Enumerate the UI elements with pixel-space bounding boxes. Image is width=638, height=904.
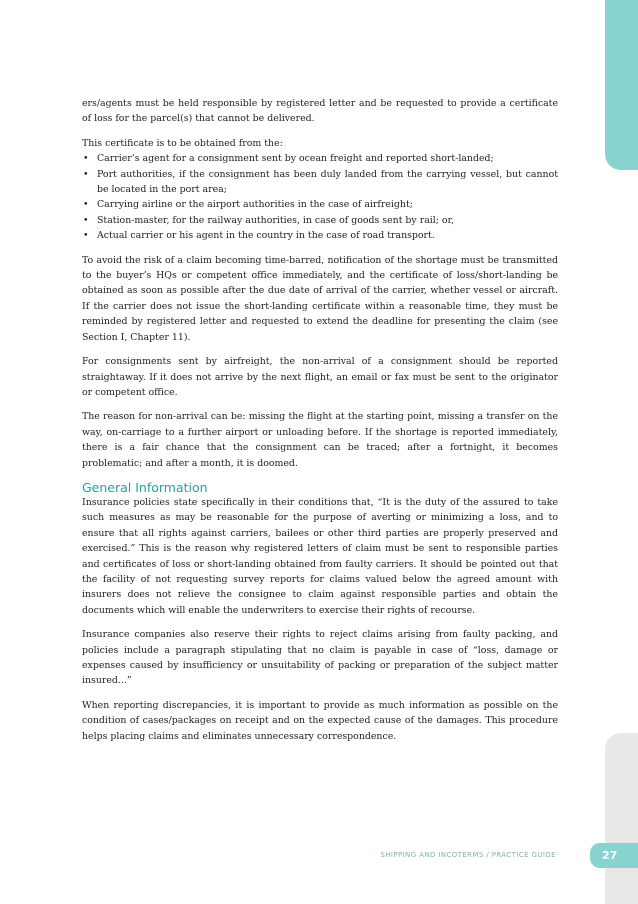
paragraph-insurance-companies: Insurance companies also reserve their rights to reject claims arising from faulty packing, and policies include a paragraph stipulating that no claim is payable in case of “loss, damage or expenses caused by insufficiency or unsuitability of packing or preparation of the subject matter insured...” [82, 629, 558, 687]
list-item: • Carrying airline or the airport authorities in the case of airfreight; [82, 197, 558, 212]
paragraph-airfreight: For consignments sent by airfreight, the non-arrival of a consignment should be reported straightaway. If it does not arrive by the next flight, an email or fax must be sent to the originator or competent office. [82, 356, 558, 398]
page-body [82, 96, 558, 753]
list-item: • Port authorities, if the consignment has been duly landed from the carrying vessel, but cannot be located in the port area; [82, 167, 558, 198]
certificate-intro: This certificate is to be obtained from the: [82, 137, 283, 149]
paragraph-1: ers/agents must be held responsible by registered letter and be requested to provide a certificate of loss for the parcel(s) that cannot be delivered. [82, 98, 558, 125]
list-item: • Actual carrier or his agent in the country in the case of road transport. [82, 228, 558, 243]
section-heading: General Information [82, 479, 208, 495]
paragraph-reporting: When reporting discrepancies, it is important to provide as much information as possible on the condition of cases/packages on receipt and on the expected cause of the damages. This procedure helps placing claims and eliminates unnecessary correspondence. [82, 699, 558, 742]
paragraph-non-arrival: The reason for non-arrival can be: missing the flight at the starting point, missing a transfer on the way, on-carriage to a further airport or unloading before. If the shortage is reported immediately, there is a fair chance that the consignment can be traced; after a fortnight, it becomes problematic; and after a month, it is doomed. [82, 411, 558, 469]
paragraph-insurance-policies: Insurance policies state specifically in their conditions that, “It is the duty of the assured to take such measures as may be reasonable for the purpose of averting or minimizing a loss, and to ensure that all rights against carriers, bailees or other third parties are properly preserved and exercised.” This is the reason why registered letters of claim must be sent to responsible parties and certificates of loss or short-landing obtained from faulty carriers. It should be pointed out that the facility of not requesting survey reports for claims valued below the agreed amount with insurers does not relieve the consignee to claim against responsible parties and obtain the documents which will enable the underwriters to exercise their rights of recourse. [82, 496, 558, 616]
page-number: 27 [590, 843, 638, 868]
paragraph-time-barred: To avoid the risk of a claim becoming time-barred, notification of the shortage must be transmitted to the buyer’s HQs or competent office immediately, and the certificate of loss/short-landing be obtained as soon as possible after the due date of arrival of the carrier, whether vessel or aircraft. If the carrier does not issue the short-landing certificate within a reasonable time, they must be reminded by registered letter and requested to extend the deadline for presenting the claim (see Section I, Chapter 11). [82, 254, 558, 343]
side-tab-decoration-bottom [605, 733, 638, 904]
footer-title: SHIPPING AND INCOTERMS / PRACTICE GUIDE [380, 851, 556, 859]
side-tab-decoration [605, 0, 638, 170]
list-item: • Carrier’s agent for a consignment sent by ocean freight and reported short-landed; [82, 151, 558, 166]
certificate-source-list [82, 151, 558, 243]
list-item: • Station-master, for the railway authorities, in case of goods sent by rail; or, [82, 213, 558, 228]
